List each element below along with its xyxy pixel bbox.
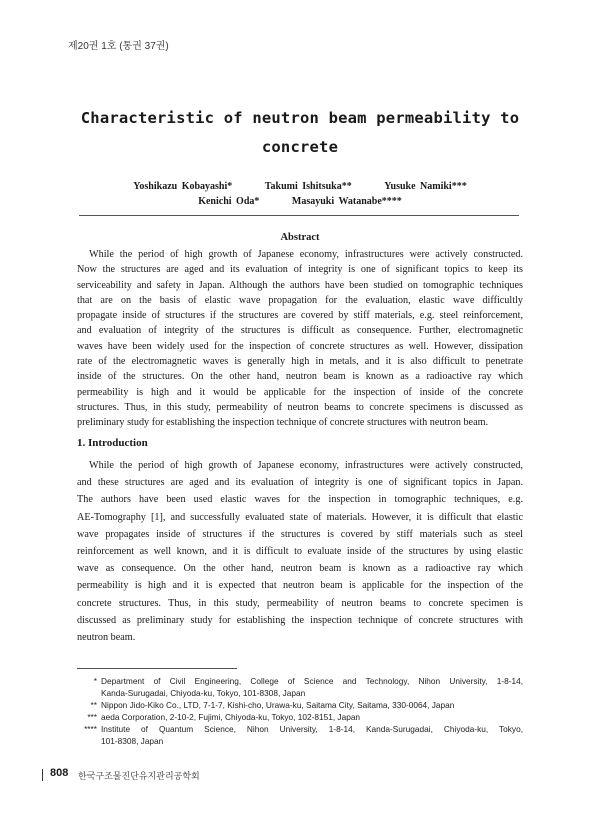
text-line: The authors have been used elastic waves for the inspection in tomographic techniques, e.g. xyxy=(77,494,523,506)
text-line: wave as consequence. On the other hand, neutron beam is known as a radioactive ray which xyxy=(77,563,523,575)
footnote-mark: **** xyxy=(84,724,97,734)
text-line: While the period of high growth of Japanese economy, infrastructures were actively constructed, xyxy=(89,460,523,471)
text-line: AE-Tomography [1], and successfully evaluated state of materials. However, it is difficult that elastic xyxy=(77,511,523,523)
text-line: discussed as preliminary study for establishing the inspection technique of concrete structures with xyxy=(77,614,523,626)
text-line: that are on the basis of elastic wave propagation for the evaluation, elastic wave difficultly xyxy=(77,294,523,306)
footnote xyxy=(77,711,523,723)
footnote-line: Institute of Quantum Science, Nihon University, 1-8-14, Kanda-Surugadai, Chiyoda-ku, Tokyo, xyxy=(101,724,523,734)
footnote-mark: *** xyxy=(87,712,97,722)
text-line: permeability is high and it would be applicable for the inspection of inside of the concrete xyxy=(77,386,523,398)
text-line: serviceability and safety in Japan. Although the authors have been studied on tomographic techniques xyxy=(77,279,523,291)
footnote-line: Nippon Jido-Kiko Co., LTD, 7-1-7, Kishi-cho, Urawa-ku, Saitama City, Saitama, 330-0064, Japan xyxy=(101,700,455,710)
footnote-divider xyxy=(77,668,237,669)
text-line: and evaluation of integrity of the structures is difficult as consequence. Further, electromagnetic xyxy=(77,325,523,337)
text-line: and these structures are aged and its evaluation of integrity is one of significant topics in Japan. xyxy=(77,477,523,489)
author-name: Kenichi Oda* xyxy=(198,196,260,207)
footnote xyxy=(77,675,523,699)
section-heading: 1. Introduction xyxy=(77,437,148,449)
text-line: structures. Thus, in this study, permeability of neutron beams to concrete specimens is discussed as xyxy=(77,401,523,413)
author-name: Masayuki Watanabe**** xyxy=(291,196,402,207)
abstract-body xyxy=(77,247,523,431)
author-name: Takumi Ishitsuka** xyxy=(264,181,352,192)
footnote xyxy=(77,723,523,747)
footnote-line: Department of Civil Engineering, College of Science and Technology, Nihon University, 1-8-14, xyxy=(101,676,523,686)
footnote-line: Kanda-Surugadai, Chiyoda-ku, Tokyo, 101-8308, Japan xyxy=(101,688,306,698)
header-divider xyxy=(79,215,519,216)
text-line: While the period of high growth of Japanese economy, infrastructures were actively constructed. xyxy=(89,249,523,260)
introduction-body xyxy=(77,457,523,646)
text-line: inside of the structures. On the other hand, neutron beam is known as a radioactive ray which xyxy=(77,371,523,383)
text-line: reinforcement as well known, and it is difficult to evaluate inside of the structures by using elastic xyxy=(77,545,523,557)
text-line: preliminary study for establishing the inspection technique of concrete structures with neutron beam. xyxy=(77,417,489,429)
text-line: wave propagates inside of structures if the structures is covered by stiff materials such as steel xyxy=(77,528,523,540)
author-line xyxy=(60,181,540,192)
footnote-line: aeda Corporation, 2-10-2, Fujimi, Chiyoda-ku, Tokyo, 102-8151, Japan xyxy=(101,712,361,722)
text-line: waves have been widely used for the inspection of concrete structures as well. However, dissipation xyxy=(77,340,523,352)
footnote-mark: * xyxy=(93,676,97,686)
text-line: neutron beam. xyxy=(77,631,136,643)
author-name: Yoshikazu Kobayashi* xyxy=(133,181,233,192)
text-line: Now the structures are aged and its evaluation of integrity is one of significant topics to keep its xyxy=(77,264,523,276)
author-line xyxy=(60,196,540,207)
text-line: propagate inside of structures if the structures are covered by stiff materials, e.g. steel reinforcement, xyxy=(77,310,523,322)
footnote-mark: ** xyxy=(90,700,97,710)
footnote-line: 101-8308, Japan xyxy=(101,736,164,746)
text-line: permeability is high and it is expected that neutron beam is applicable for the inspection of the xyxy=(77,580,523,592)
paper-title xyxy=(60,104,540,162)
title-line: concrete xyxy=(261,138,339,156)
journal-name: 한국구조물진단유지관리공학회 xyxy=(78,771,200,781)
footnotes xyxy=(77,675,523,747)
text-line: rate of the electromagnetic waves is generally high in metals, and it is also difficult to penetrate xyxy=(77,356,523,368)
text-line: concrete structures. Thus, in this study, permeability of neutron beams to concrete specimen is xyxy=(77,597,523,609)
author-name: Yusuke Namiki*** xyxy=(384,181,467,192)
footnote xyxy=(77,699,523,711)
page-number: 808 xyxy=(50,767,69,779)
running-head: 제20권 1호 (통권 37권) xyxy=(68,41,169,52)
title-line: Characteristic of neutron beam permeability to xyxy=(80,109,520,127)
footer-bar xyxy=(42,769,43,781)
abstract-heading: Abstract xyxy=(280,232,320,243)
